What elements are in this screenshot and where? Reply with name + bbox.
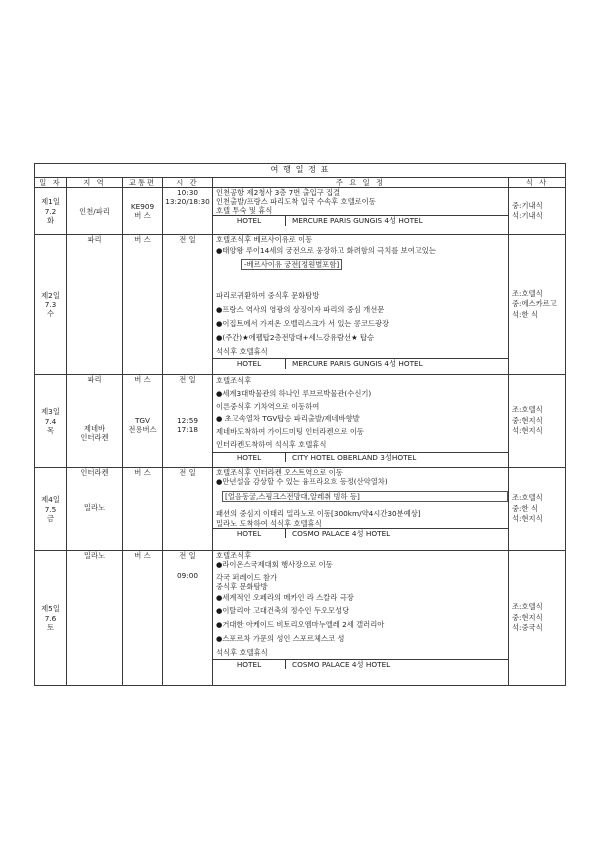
plan-line: ●라이온스국제대회 행사장으로 이동 bbox=[216, 560, 333, 570]
day-time bbox=[163, 551, 213, 686]
region-name: 파리 bbox=[87, 235, 102, 245]
plan-line: ●세계3대박물관의 하나인 루브르박물관(수신기) bbox=[216, 388, 372, 398]
meal-item: 중:한 식 bbox=[512, 503, 538, 513]
day-transport bbox=[123, 468, 163, 551]
plan-line: 중식후 문화탐방 bbox=[216, 582, 268, 592]
header-plan: 주 요 일 정 bbox=[213, 178, 509, 188]
day-number: 제1일 bbox=[41, 197, 60, 207]
day-time bbox=[163, 188, 213, 235]
plan-note: -베르사이유 궁전[정원별포함] bbox=[241, 259, 342, 270]
transport-item: KE909 bbox=[130, 202, 155, 211]
day-plan bbox=[213, 188, 509, 235]
day-date bbox=[35, 235, 67, 375]
day-row-2 bbox=[35, 235, 566, 375]
plan-line: 인터라켄도착하여 석식후 호텔휴식 bbox=[216, 439, 327, 449]
plan-line: ● 초고속열차 TGV탑승 파리출발/제네바향발 bbox=[216, 414, 360, 424]
hotel-name: CITY HOTEL OBERLAND 3성HOTEL bbox=[292, 452, 417, 462]
day-weekday: 수 bbox=[46, 309, 55, 319]
plan-line: 호텔조식후 bbox=[216, 551, 252, 561]
time-item: 전 일 bbox=[179, 468, 196, 478]
header-region: 지 역 bbox=[67, 178, 123, 188]
plan-line: 패션의 중심지 이태리 밀라노로 이동[300km/약4시간30분예상] bbox=[216, 509, 421, 519]
transport-item: 버 스 bbox=[134, 211, 151, 221]
region-name: 인터라켄 bbox=[80, 468, 109, 478]
plan-line: 석식후 호텔휴식 bbox=[216, 647, 268, 657]
plan-line: 호텔 투숙 및 휴식 bbox=[216, 206, 273, 216]
day-plan bbox=[213, 235, 509, 375]
plan-line: ●세계적인 오페라의 메카인 라 스칼라 극장 bbox=[216, 592, 354, 602]
plan-line: ●스포르차 가문의 성인 스포르체스코 성 bbox=[216, 633, 345, 643]
day-transport bbox=[123, 188, 163, 235]
time-item: 17:18 bbox=[176, 425, 199, 435]
meal-item: 중:에스카르고 bbox=[512, 299, 557, 309]
hotel-bar bbox=[213, 659, 508, 669]
plan-line: ●(주간)★에펠탑2층전망대+세느강유람선★ 탑승 bbox=[216, 332, 375, 342]
day-plan bbox=[213, 468, 509, 551]
plan-line: 제네바도착하여 가이드미팅 인터라켄으로 이동 bbox=[216, 427, 364, 437]
day-region bbox=[67, 375, 123, 468]
meal-item: 석:기내식 bbox=[512, 211, 543, 221]
day-month-date: 7.5 bbox=[44, 504, 57, 514]
time-item: 전 일 bbox=[179, 375, 196, 385]
hotel-label: HOTEL bbox=[213, 216, 286, 225]
region-name: 제네바 bbox=[83, 424, 106, 434]
day-meals bbox=[509, 468, 566, 551]
meal-item: 조:호텔식 bbox=[512, 405, 543, 415]
hotel-name: MERCURE PARIS GUNGIS 4성 HOTEL bbox=[292, 216, 423, 226]
plan-line: 석식후 호텔휴식 bbox=[216, 346, 268, 356]
meal-item: 조:호텔식 bbox=[512, 493, 543, 503]
plan-line: ●만년설을 감상할 수 있는 융프라요흐 등정(산악열차) bbox=[216, 477, 388, 487]
day-number: 제5일 bbox=[41, 604, 60, 614]
time-item: 09:00 bbox=[176, 571, 199, 581]
hotel-bar bbox=[213, 358, 508, 368]
time-item: 13:20/18:30 bbox=[165, 197, 210, 207]
day-weekday: 금 bbox=[46, 513, 55, 523]
region-name: 인천/파리 bbox=[79, 206, 110, 216]
day-meals bbox=[509, 235, 566, 375]
plan-line: ●프랑스 역사의 영광의 상징이자 파리의 중심 개선문 bbox=[216, 305, 385, 315]
meal-item: 중:현지식 bbox=[512, 612, 543, 622]
plan-line bbox=[216, 491, 508, 502]
hotel-label: HOTEL bbox=[213, 359, 286, 368]
day-row-3 bbox=[35, 375, 566, 468]
day-region bbox=[67, 188, 123, 235]
day-row-5 bbox=[35, 551, 566, 686]
header-time: 시 간 bbox=[163, 178, 213, 188]
hotel-bar bbox=[213, 452, 508, 462]
hotel-label: HOTEL bbox=[213, 529, 286, 538]
header-meals: 식 사 bbox=[509, 178, 566, 188]
hotel-name: COSMO PALACE 4성 HOTEL bbox=[292, 528, 391, 538]
day-row-4 bbox=[35, 468, 566, 551]
region-name: 밀라노 bbox=[83, 551, 106, 561]
meal-item: 석:한 식 bbox=[512, 309, 538, 319]
day-region bbox=[67, 468, 123, 551]
header-date: 일 자 bbox=[35, 178, 67, 188]
meal-item: 조:호텔식 bbox=[512, 602, 543, 612]
plan-line: 호텔조식후 베르사이유로 이동 bbox=[216, 235, 313, 245]
plan-line: 호텔조식후 bbox=[216, 376, 252, 386]
meal-item: 조:호텔식 bbox=[512, 288, 543, 298]
day-time bbox=[163, 375, 213, 468]
hotel-name: COSMO PALACE 4성 HOTEL bbox=[292, 660, 391, 670]
transport-item: 버 스 bbox=[134, 235, 151, 245]
day-month-date: 7.4 bbox=[44, 416, 57, 426]
region-name: 파리 bbox=[87, 375, 102, 385]
plan-line: 호텔조식후 인터라켄 오스트역으로 이동 bbox=[216, 468, 343, 478]
day-month-date: 7.3 bbox=[44, 300, 57, 310]
day-region bbox=[67, 551, 123, 686]
day-meals bbox=[509, 188, 566, 235]
day-month-date: 7.2 bbox=[44, 206, 57, 216]
meal-item: 중:현지식 bbox=[512, 415, 543, 425]
day-plan bbox=[213, 375, 509, 468]
hotel-bar bbox=[213, 528, 508, 538]
day-month-date: 7.6 bbox=[44, 613, 57, 623]
plan-note: [얼음동굴,스핑크스전망대,알레취 빙하 등] bbox=[222, 491, 508, 502]
transport-item: 버 스 bbox=[134, 551, 151, 561]
meal-item: 석:중국식 bbox=[512, 623, 543, 633]
meal-item: 석:현지식 bbox=[512, 514, 543, 524]
time-item: 12:59 bbox=[176, 416, 199, 426]
hotel-name: MERCURE PARIS GUNGIS 4성 HOTEL bbox=[292, 359, 423, 369]
hotel-label: HOTEL bbox=[213, 660, 286, 669]
plan-line bbox=[216, 258, 508, 271]
day-number: 제2일 bbox=[41, 290, 60, 300]
day-plan bbox=[213, 551, 509, 686]
day-meals bbox=[509, 551, 566, 686]
plan-line: ●태양왕 루이14세의 궁전으로 웅장하고 화려함의 극치를 보여고있는 bbox=[216, 246, 436, 256]
day-weekday: 토 bbox=[46, 622, 55, 632]
table-title: 여 행 일 정 표 bbox=[35, 164, 566, 178]
time-item: 10:30 bbox=[176, 188, 199, 198]
day-date bbox=[35, 551, 67, 686]
transport-item: TGV bbox=[134, 416, 151, 426]
region-name: 밀라노 bbox=[83, 503, 106, 513]
day-date bbox=[35, 468, 67, 551]
day-number: 제4일 bbox=[41, 495, 60, 505]
hotel-bar bbox=[213, 215, 508, 225]
region-name: 인터라켄 bbox=[80, 433, 109, 443]
day-region bbox=[67, 235, 123, 375]
itinerary-table bbox=[34, 163, 566, 686]
plan-line: ●이집트에서 가져온 오벨리스크가 서 있는 콩코드광장 bbox=[216, 318, 390, 328]
day-time bbox=[163, 468, 213, 551]
plan-line: ●거대한 아케이드 비토리오엠마누엘레 2세 갤러리아 bbox=[216, 619, 385, 629]
transport-item: 버 스 bbox=[134, 468, 151, 478]
plan-line: 밀라노 도착하여 석식후 호텔휴식 bbox=[216, 518, 322, 528]
transport-item: 전용버스 bbox=[128, 425, 157, 435]
transport-item: 버 스 bbox=[134, 375, 151, 385]
day-time bbox=[163, 235, 213, 375]
day-date bbox=[35, 188, 67, 235]
day-date bbox=[35, 375, 67, 468]
day-number: 제3일 bbox=[41, 407, 60, 417]
time-item: 전 일 bbox=[179, 235, 196, 245]
meal-item: 석:현지식 bbox=[512, 426, 543, 436]
plan-line: 인천출발/프랑스 파리도착 입국 수속후 호텔로이동 bbox=[216, 197, 376, 207]
plan-line: ●이탈리아 고대건축의 정수인 두오모성당 bbox=[216, 605, 350, 615]
plan-line: 이른중식후 기차역으로 이동하여 bbox=[216, 401, 320, 411]
day-transport bbox=[123, 375, 163, 468]
plan-line: 인천공항 제2청사 3층 7번 출입구 집결 bbox=[216, 188, 341, 198]
day-weekday: 목 bbox=[46, 425, 55, 435]
header-transport: 교통편 bbox=[123, 178, 163, 188]
hotel-label: HOTEL bbox=[213, 453, 286, 462]
plan-line: 파리로귀환하여 중식후 문화탐방 bbox=[216, 291, 320, 301]
meal-item: 중:기내식 bbox=[512, 200, 543, 210]
plan-line: 각국 퍼레이드 참가 bbox=[216, 573, 278, 583]
day-transport bbox=[123, 235, 163, 375]
day-transport bbox=[123, 551, 163, 686]
day-meals bbox=[509, 375, 566, 468]
day-row-1 bbox=[35, 188, 566, 235]
time-item: 전 일 bbox=[179, 551, 196, 561]
day-weekday: 화 bbox=[46, 215, 55, 225]
